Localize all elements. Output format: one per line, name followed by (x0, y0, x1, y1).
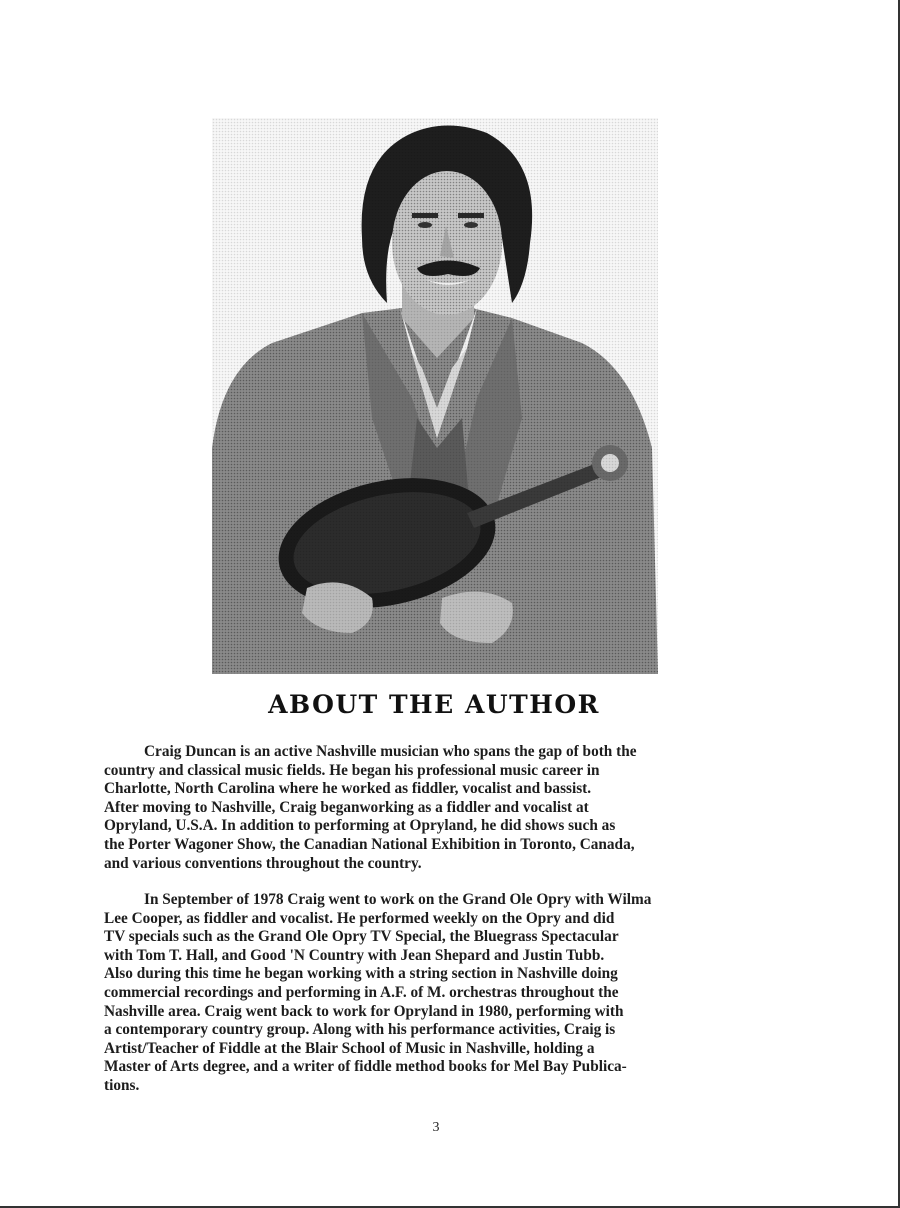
text-line: a contemporary country group. Along with his performance activities, Craig is (104, 1021, 616, 1039)
biography-paragraph-2 (104, 891, 768, 1096)
text-line: After moving to Nashville, Craig beganworking as a fiddler and vocalist at (104, 798, 589, 816)
page-number: 3 (432, 1120, 440, 1135)
text-line: Master of Arts degree, and a writer of fiddle method books for Mel Bay Publica- (104, 1058, 627, 1076)
text-line: Charlotte, North Carolina where he worked as fiddler, vocalist and bassist. (104, 780, 592, 798)
biography-paragraph-1 (104, 743, 768, 873)
text-line: Also during this time he began working with a string section in Nashville doing (104, 965, 618, 983)
text-line: with Tom T. Hall, and Good 'N Country with Jean Shepard and Justin Tubb. (104, 946, 605, 964)
text-line: Opryland, U.S.A. In addition to performing at Opryland, he did shows such as (104, 817, 616, 835)
text-line: tions. (104, 1076, 140, 1094)
text-line: commercial recordings and performing in A.F. of M. orchestras throughout the (104, 983, 619, 1001)
text-line: Craig Duncan is an active Nashville musician who spans the gap of both the (144, 743, 637, 760)
text-line: country and classical music fields. He began his professional music career in (104, 761, 600, 779)
text-line: In September of 1978 Craig went to work on the Grand Ole Opry with Wilma (144, 891, 652, 908)
page-heading: ABOUT THE AUTHOR (268, 690, 600, 719)
text-line: Artist/Teacher of Fiddle at the Blair School of Music in Nashville, holding a (104, 1039, 595, 1057)
text-line: Nashville area. Craig went back to work for Opryland in 1980, performing with (104, 1002, 624, 1020)
text-line: Lee Cooper, as fiddler and vocalist. He performed weekly on the Opry and did (104, 909, 615, 927)
text-line: TV specials such as the Grand Ole Opry TV Special, the Bluegrass Spectacular (104, 928, 619, 946)
text-line: the Porter Wagoner Show, the Canadian National Exhibition in Toronto, Canada, (104, 835, 635, 853)
author-photo (212, 118, 658, 674)
text-line: and various conventions throughout the country. (104, 854, 422, 872)
